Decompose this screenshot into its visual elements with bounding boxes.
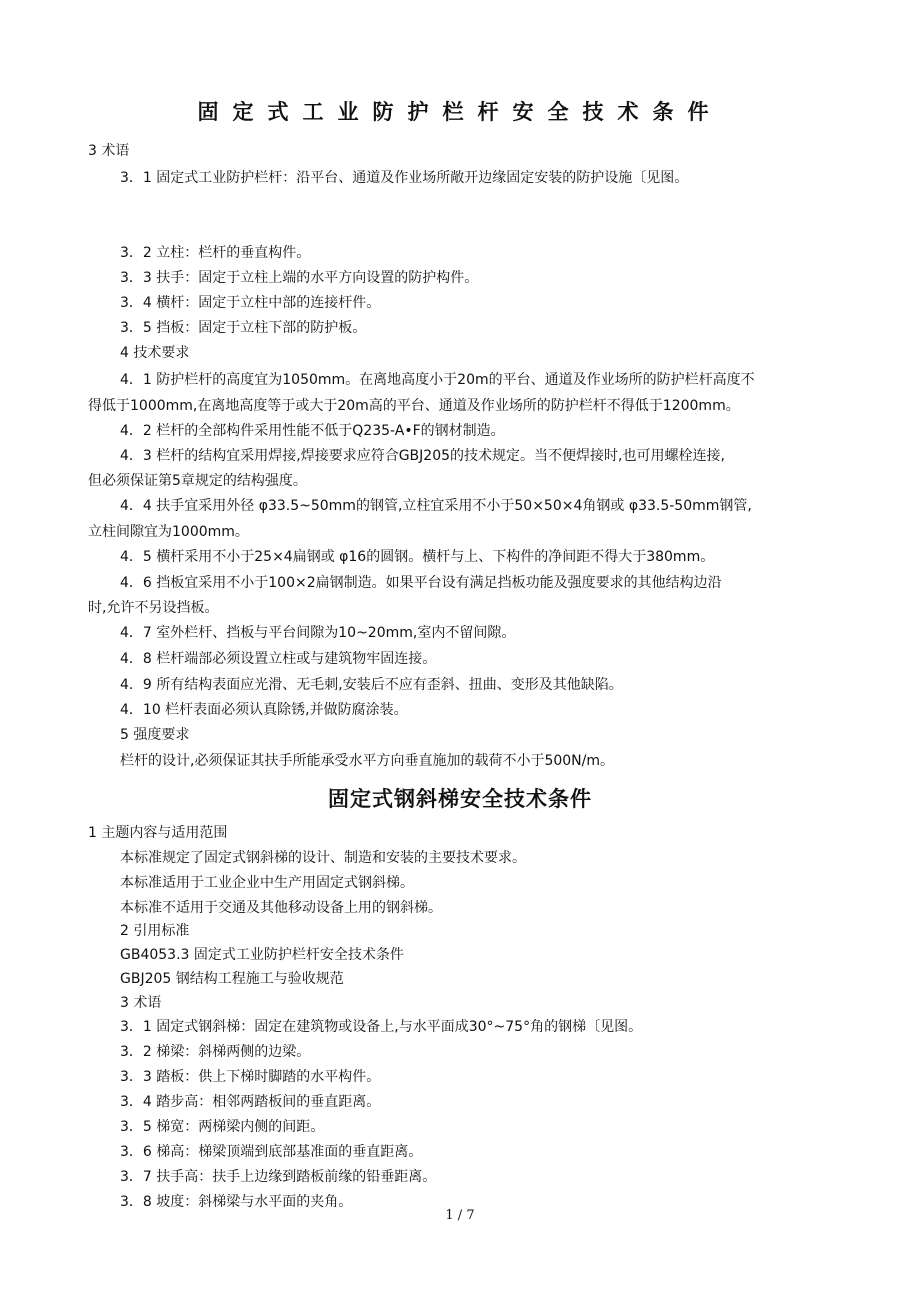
section1-line: 4．5 横杆采用不小于25×4扁钢或 φ16的圆钢。横杆与上、下构件的净间距不得大于380mm。 <box>120 549 715 565</box>
section2-line: 3．7 扶手高：扶手上边缘到踏板前缘的铅垂距离。 <box>120 1169 437 1185</box>
section2-line: 2 引用标准 <box>120 923 190 939</box>
section1-line: 3．5 挡板：固定于立柱下部的防护板。 <box>120 320 367 336</box>
section2-line: 3．4 踏步高：相邻两踏板间的垂直距离。 <box>120 1094 381 1110</box>
section1-line: 4．3 栏杆的结构宜采用焊接,焊接要求应符合GBJ205的技术规定。当不便焊接时,也可用螺栓连接, <box>120 448 725 464</box>
section1-title: 固定式工业防护栏杆安全技术条件 <box>197 100 723 124</box>
section1-line: 4．9 所有结构表面应光滑、无毛刺,安装后不应有歪斜、扭曲、变形及其他缺陷。 <box>120 677 623 693</box>
section1-line: 4．4 扶手宜采用外径 φ33.5~50mm的钢管,立柱宜采用不小于50×50×4角钢或 φ33.5-50mm钢管, <box>120 498 752 514</box>
section2-line: 3．6 梯高：梯梁顶端到底部基准面的垂直距离。 <box>120 1144 423 1160</box>
section2-line: 1 主题内容与适用范围 <box>88 825 228 841</box>
section1-line: 3．4 横杆：固定于立柱中部的连接杆件。 <box>120 295 381 311</box>
section1-line: 4．7 室外栏杆、挡板与平台间隙为10~20mm,室内不留间隙。 <box>120 625 516 641</box>
section1-line: 得低于1000mm,在离地高度等于或大于20m高的平台、通道及作业场所的防护栏杆不得低于1200mm。 <box>88 398 740 414</box>
section2-line: 本标准适用于工业企业中生产用固定式钢斜梯。 <box>120 875 414 891</box>
section1-line: 但必须保证第5章规定的结构强度。 <box>88 473 307 489</box>
section1-line: 立柱间隙宜为1000mm。 <box>88 524 249 540</box>
section2-line: GBJ205 钢结构工程施工与验收规范 <box>120 971 344 987</box>
section1-line: 3．1 固定式工业防护栏杆：沿平台、通道及作业场所敞开边缘固定安装的防护设施〔见图。 <box>120 170 689 186</box>
section1-line: 栏杆的设计,必须保证其扶手所能承受水平方向垂直施加的载荷不小于500N/m。 <box>120 753 614 769</box>
section2-line: 本标准不适用于交通及其他移动设备上用的钢斜梯。 <box>120 900 442 916</box>
section1-line: 3 术语 <box>88 143 130 159</box>
section2-line: 3．5 梯宽：两梯梁内侧的间距。 <box>120 1119 325 1135</box>
section2-line: 3．8 坡度：斜梯梁与水平面的夹角。 <box>120 1194 353 1210</box>
section1-line: 3．3 扶手：固定于立柱上端的水平方向设置的防护构件。 <box>120 270 479 286</box>
section1-line: 4．10 栏杆表面必须认真除锈,并做防腐涂装。 <box>120 702 408 718</box>
section2-line: 3．1 固定式钢斜梯：固定在建筑物或设备上,与水平面成30°~75°角的钢梯〔见图。 <box>120 1019 643 1035</box>
section2-line: 3 术语 <box>120 995 162 1011</box>
section1-line: 4 技术要求 <box>120 345 190 361</box>
section2-line: 本标准规定了固定式钢斜梯的设计、制造和安装的主要技术要求。 <box>120 850 526 866</box>
section1-line: 4．8 栏杆端部必须设置立柱或与建筑物牢固连接。 <box>120 651 437 667</box>
section1-line: 5 强度要求 <box>120 727 190 743</box>
section2-line: 3．3 踏板：供上下梯时脚踏的水平构件。 <box>120 1069 381 1085</box>
section2-line: 3．2 梯梁：斜梯两侧的边梁。 <box>120 1044 311 1060</box>
page-number: 1 / 7 <box>445 1208 475 1223</box>
section2-line: GB4053.3 固定式工业防护栏杆安全技术条件 <box>120 947 404 963</box>
section1-line: 4．6 挡板宜采用不小于100×2扁钢制造。如果平台设有满足挡板功能及强度要求的其他结构边沿 <box>120 575 722 591</box>
section1-line: 4．2 栏杆的全部构件采用性能不低于Q235-A•F的钢材制造。 <box>120 423 505 439</box>
section1-line: 3．2 立柱：栏杆的垂直构件。 <box>120 245 311 261</box>
section1-line: 4．1 防护栏杆的高度宜为1050mm。在离地高度小于20m的平台、通道及作业场所的防护栏杆高度不 <box>120 372 755 388</box>
section2-title: 固定式钢斜梯安全技术条件 <box>328 787 592 811</box>
section1-line: 时,允许不另设挡板。 <box>88 600 219 616</box>
